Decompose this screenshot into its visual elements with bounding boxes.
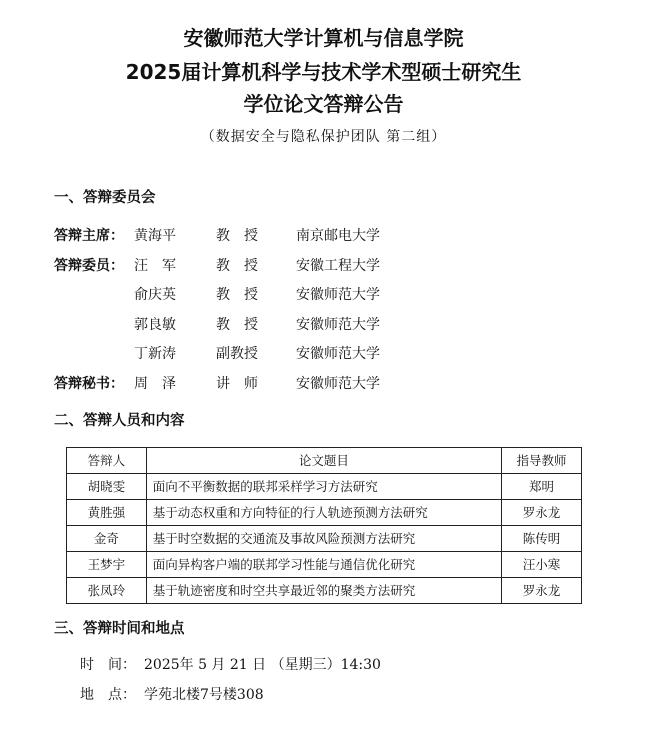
thesis-title-cell: 面向不平衡数据的联邦采样学习方法研究 xyxy=(146,474,501,500)
table-header-row xyxy=(67,448,582,474)
thesis-title-cell: 基于轨迹密度和时空共享最近邻的聚类方法研究 xyxy=(146,578,501,604)
thesis-title-cell: 面向异构客户端的联邦学习性能与通信优化研究 xyxy=(146,552,501,578)
student-cell: 张凤玲 xyxy=(67,578,147,604)
place-label: 地 点： xyxy=(80,687,136,703)
committee-name: 黄海平 xyxy=(134,228,176,244)
committee-role: 答辩秘书： xyxy=(54,376,124,392)
committee-role: 答辩主席： xyxy=(54,228,124,244)
table-row xyxy=(67,500,582,526)
advisor-cell: 罗永龙 xyxy=(502,500,582,526)
place-value: 学苑北楼7号楼308 xyxy=(144,687,264,703)
committee-rank: 教 授 xyxy=(216,258,258,274)
document-subtitle: （数据安全与隐私保护团队 第二组） xyxy=(200,129,447,145)
committee-rank: 教 授 xyxy=(216,317,258,333)
advisor-cell: 罗永龙 xyxy=(502,578,582,604)
section-heading-defense: 二、答辩人员和内容 xyxy=(54,413,185,429)
student-cell: 胡晓雯 xyxy=(67,474,147,500)
section-heading-schedule: 三、答辩时间和地点 xyxy=(54,621,185,637)
committee-name: 俞庆英 xyxy=(134,287,176,303)
committee-name: 丁新涛 xyxy=(134,346,176,362)
document-title-line2: 2025届计算机科学与技术学术型硕士研究生 xyxy=(125,60,522,84)
committee-org: 南京邮电大学 xyxy=(296,228,380,244)
thesis-title-cell: 基于动态权重和方向特征的行人轨迹预测方法研究 xyxy=(146,500,501,526)
column-header-student: 答辩人 xyxy=(67,448,147,474)
table-row xyxy=(67,552,582,578)
table-row xyxy=(67,474,582,500)
committee-org: 安徽师范大学 xyxy=(296,346,380,362)
column-header-title: 论文题目 xyxy=(146,448,501,474)
time-label: 时 间： xyxy=(80,657,136,673)
committee-rank: 副教授 xyxy=(216,346,258,362)
committee-rank: 教 授 xyxy=(216,287,258,303)
student-cell: 黄胜强 xyxy=(67,500,147,526)
section-heading-committee: 一、答辩委员会 xyxy=(54,190,156,206)
advisor-cell: 郑明 xyxy=(502,474,582,500)
advisor-cell: 汪小寒 xyxy=(502,552,582,578)
thesis-title-cell: 基于时空数据的交通流及事故风险预测方法研究 xyxy=(146,526,501,552)
committee-rank: 教 授 xyxy=(216,228,258,244)
committee-rank: 讲 师 xyxy=(216,376,258,392)
student-cell: 金奇 xyxy=(67,526,147,552)
table-row xyxy=(67,578,582,604)
committee-name: 汪 军 xyxy=(134,258,176,274)
committee-name: 郭良敏 xyxy=(134,317,176,333)
time-value: 2025年 5 月 21 日 （星期三）14:30 xyxy=(144,657,381,673)
advisor-cell: 陈传明 xyxy=(502,526,582,552)
committee-org: 安徽工程大学 xyxy=(296,258,380,274)
committee-org: 安徽师范大学 xyxy=(296,317,380,333)
defense-table xyxy=(66,447,582,604)
document-title-line3: 学位论文答辩公告 xyxy=(243,92,404,116)
defense-place xyxy=(80,684,264,706)
document-title-line1: 安徽师范大学计算机与信息学院 xyxy=(183,26,464,50)
committee-org: 安徽师范大学 xyxy=(296,376,380,392)
committee-name: 周 泽 xyxy=(134,376,176,392)
table-row xyxy=(67,526,582,552)
committee-role: 答辩委员： xyxy=(54,258,124,274)
column-header-advisor: 指导教师 xyxy=(502,448,582,474)
committee-org: 安徽师范大学 xyxy=(296,287,380,303)
defense-time xyxy=(80,654,381,676)
student-cell: 王梦宇 xyxy=(67,552,147,578)
